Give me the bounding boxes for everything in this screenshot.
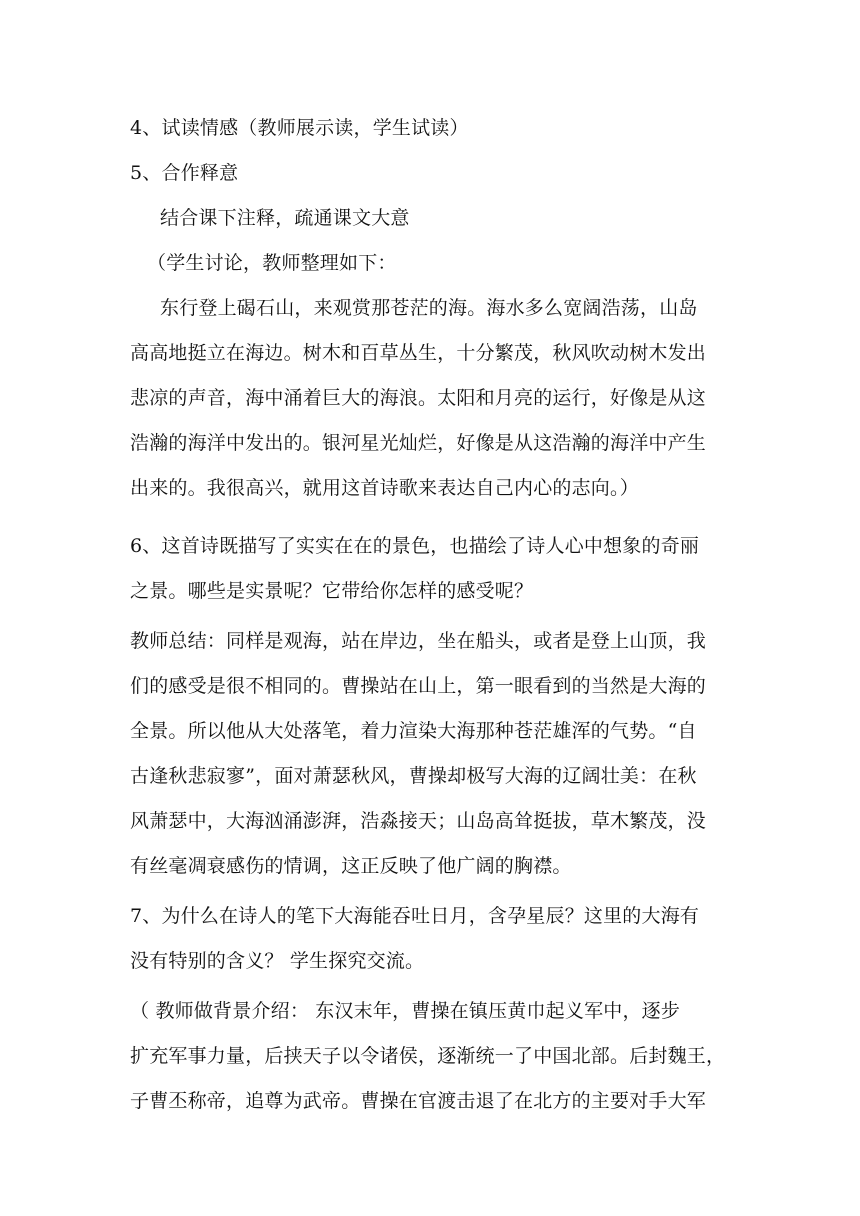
item-6-question: 之景。哪些是实景呢？它带给你怎样的感受呢？ xyxy=(130,580,534,602)
teacher-summary-line: 有丝毫凋衰感伤的情调，这正反映了他广阔的胸襟。 xyxy=(130,855,572,877)
teacher-summary-line: 全景。所以他从大处落笔，着力渲染大海那种苍茫雄浑的气势。“自 xyxy=(130,720,697,742)
teacher-summary-line: 古逢秋悲寂寥”，面对萧瑟秋风，曹操却极写大海的辽阔壮美：在秋 xyxy=(130,765,697,787)
translation-line: 出来的。我很高兴，就用这首诗歌来表达自己内心的志向。） xyxy=(130,477,639,499)
item-6-question: 6、这首诗既描写了实实在在的景色，也描绘了诗人心中想象的奇丽 xyxy=(130,535,700,557)
annotation-instruction: 结合课下注释，疏通课文大意 xyxy=(160,207,410,229)
item-4-heading: 4、试读情感（教师展示读，学生试读） xyxy=(130,117,469,139)
translation-line: 悲凉的声音，海中涌着巨大的海浪。太阳和月亮的运行，好像是从这 xyxy=(130,387,707,409)
item-5-heading: 5、合作释意 xyxy=(130,162,239,184)
teacher-summary-line: 风萧瑟中，大海汹涌澎湃，浩淼接天；山岛高耸挺拔，草木繁茂，没 xyxy=(130,810,707,832)
background-intro-line: 子曹丕称帝，追尊为武帝。曹操在官渡击退了在北方的主要对手大军 xyxy=(130,1090,707,1112)
teacher-summary-line: 教师总结：同样是观海，站在岸边，坐在船头，或者是登上山顶，我 xyxy=(130,630,707,652)
background-intro-line: （ 教师做背景介绍： 东汉末年，曹操在镇压黄巾起义军中，逐步 xyxy=(130,1000,681,1022)
item-7-question: 没有特别的含义？ 学生探究交流。 xyxy=(130,950,425,972)
translation-line: 浩瀚的海洋中发出的。银河星光灿烂，好像是从这浩瀚的海洋中产生 xyxy=(130,432,707,454)
translation-line: 高高地挺立在海边。树木和百草丛生，十分繁茂，秋风吹动树木发出 xyxy=(130,342,707,364)
discussion-intro: （学生讨论，教师整理如下： xyxy=(147,252,397,274)
teacher-summary-line: 们的感受是很不相同的。曹操站在山上，第一眼看到的当然是大海的 xyxy=(130,675,707,697)
item-7-question: 7、为什么在诗人的笔下大海能吞吐日月，含孕星辰？这里的大海有 xyxy=(130,905,700,927)
translation-line: 东行登上碣石山，来观赏那苍茫的海。海水多么宽阔浩荡，山岛 xyxy=(160,297,698,319)
background-intro-line: 扩充军事力量，后挟天子以令诸侯，逐渐统一了中国北部。后封魏王， xyxy=(130,1045,726,1067)
